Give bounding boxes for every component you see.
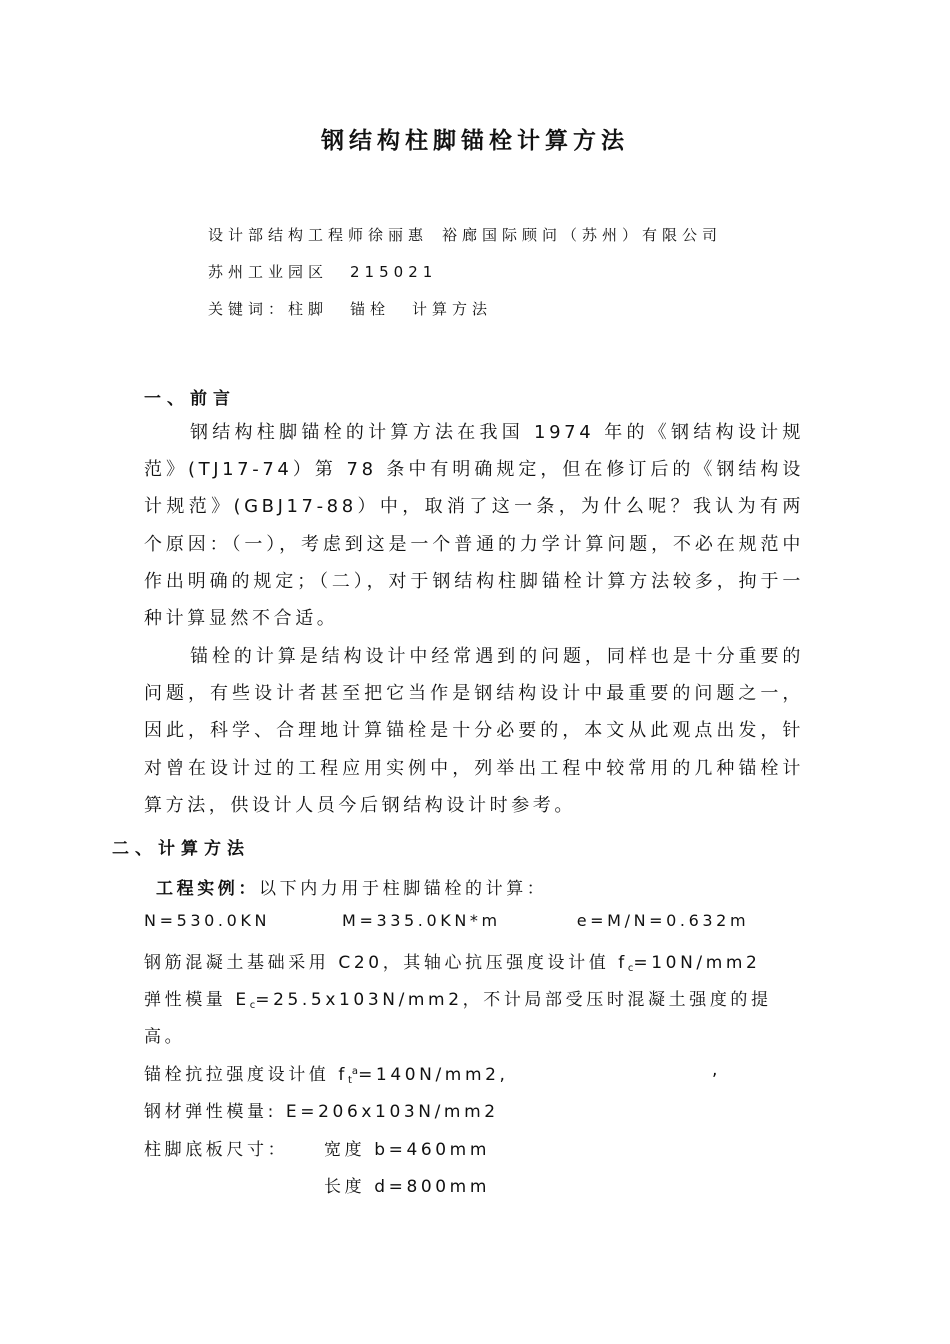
section-heading-methods: 二、计算方法 — [112, 839, 250, 859]
company: 裕廊国际顾问（苏州）有限公司 — [442, 226, 723, 244]
keyword: 锚栓 — [350, 300, 391, 318]
keywords-label: 关键词： — [208, 300, 289, 318]
paragraph: 钢结构柱脚锚栓的计算方法在我国 1974 年的《钢结构设计规范》(TJ17-74）第 78 条中有明确规定，但在修订后的《钢结构设计规范》(GBJ17-88）中，取消了这一条，为什么呢？我认为有两个原因：（一），考虑到这是一个普通的力学计算问题，不必在规范中作出明确的规定；（二），对于钢结构柱脚锚栓计算方法较多，拘于一种计算显然不合适。 — [144, 422, 804, 630]
steel-modulus-line: 钢材弹性模量: E=206x103N/mm2 — [144, 1102, 499, 1122]
force-n: N=530.0KN — [144, 911, 271, 930]
plate-width: 宽度 b=460mm — [324, 1140, 491, 1160]
keyword: 计算方法 — [412, 300, 493, 318]
paragraph: 锚栓的计算是结构设计中经常遇到的问题，同样也是十分重要的问题，有些设计者甚至把它当作是钢结构设计中最重要的问题之一，因此，科学、合理地计算锚栓是十分必要的，本文从此观点出发，针对曾在设计过的工程应用实例中，列举出工程中较常用的几种锚栓计算方法，供设计人员今后钢结构设计时参考。 — [144, 646, 804, 816]
plate-length: 长度 d=800mm — [324, 1177, 491, 1197]
keyword: 柱脚 — [288, 300, 329, 318]
trailing-comma: , — [712, 1060, 722, 1080]
address: 苏州工业园区 — [208, 263, 329, 281]
eccentricity: e=M/N=0.632m — [576, 911, 750, 930]
modulus-wrap: 高。 — [144, 1027, 186, 1047]
author-line — [208, 224, 722, 245]
address-line — [208, 261, 437, 282]
example-line — [156, 874, 547, 899]
anchor-strength-line: 锚栓抗拉强度设计值 $f_t^a=140N/mm2$, — [144, 1065, 509, 1086]
plate-label: 柱脚底板尺寸： — [144, 1140, 289, 1160]
modulus-line: 弹性模量 $E_c=25.5x103N/mm2$，不计局部受压时混凝土强度的提 — [144, 990, 772, 1011]
example-label: 工程实例： — [156, 879, 259, 899]
forces-line — [144, 911, 749, 930]
document-title: 钢结构柱脚锚栓计算方法 — [321, 128, 629, 154]
keywords-line — [208, 298, 492, 319]
postcode: 215021 — [350, 263, 438, 281]
concrete-line: 钢筋混凝土基础采用 C20，其轴心抗压强度设计值 $f_c=10N/mm2$ — [144, 953, 761, 974]
example-text: 以下内力用于柱脚锚栓的计算： — [259, 879, 548, 899]
force-m: M=335.0KN*m — [342, 911, 501, 930]
author: 设计部结构工程师徐丽惠 — [208, 226, 429, 244]
section-heading-preface: 一、前言 — [144, 389, 236, 409]
